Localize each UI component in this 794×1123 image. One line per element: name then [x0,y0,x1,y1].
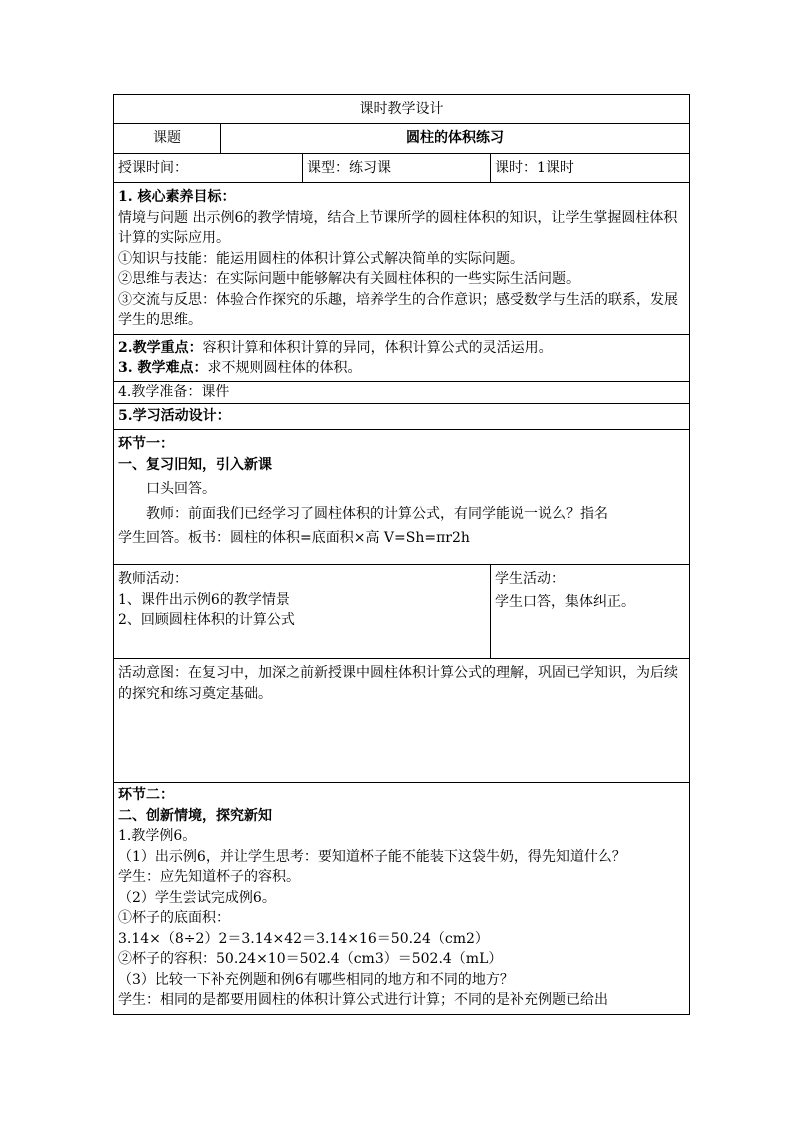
segment-2-l3: 学生：应先知道杯子的容积。 [118,869,300,885]
segment-1-row [114,430,690,565]
difficulty-text: 求不规则圆柱体的体积。 [207,360,362,376]
activities-row [114,565,690,659]
student-activity-cell [491,565,690,659]
intent-row [114,659,690,783]
segment-2-l5: ①杯子的底面积： [118,910,230,926]
goals-cell [114,183,690,335]
type-label: 课型：练习课 [303,154,491,183]
doc-title: 课时教学设计 [114,95,690,124]
goals-row [114,183,690,335]
segment-2-title: 环节二： [118,787,174,803]
segment-2-l1: 1.教学例6。 [118,828,197,844]
teacher-activity-cell [114,565,491,659]
topic-value: 圆柱的体积练习 [221,124,690,154]
segment-1-cell [114,430,690,565]
segment-1-heading: 一、复习旧知，引入新课 [118,456,272,473]
title-row [114,95,690,124]
info-row [114,154,690,183]
prep-cell: 4.教学准备：课件 [114,382,690,404]
student-activity-1: 学生口答，集体纠正。 [495,593,635,610]
segment-2-l8: （3）比较一下补充例题和例6有哪些相同的地方和不同的地方？ [118,971,514,988]
segment-1-p2a: 教师：前面我们已经学习了圆柱体积的计算公式，有同学能说一说么？指名 [146,505,608,522]
topic-label: 课题 [114,124,221,154]
key-points-row [114,335,690,382]
teacher-activity-label: 教师活动： [118,571,188,587]
goals-heading: 1. 核心素养目标： [118,189,236,205]
segment-2-l4: （2）学生尝试完成例6。 [118,889,276,906]
difficulty-label: 3. 教学难点： [118,360,208,376]
lesson-plan-table [113,94,690,1015]
hours-label: 课时：1课时 [491,154,690,183]
design-heading: 5.学习活动设计： [114,404,690,430]
segment-1-p2b: 学生回答。板书：圆柱的体积=底面积×高 V=Sh=πr2h [118,530,470,546]
segment-2-cell [114,783,690,1015]
goal-2: ②思维与表达：在实际问题中能够解决有关圆柱体积的一些实际生活问题。 [118,271,580,287]
segment-2-l9: 学生：相同的是都要用圆柱的体积计算公式进行计算；不同的是补充例题已给出 [118,992,608,1008]
intent-text: 活动意图：在复习中，加深之前新授课中圆柱体积计算公式的理解，巩固已学知识，为后续的探究和练习奠定基础。 [118,665,678,702]
segment-2-l6: 3.14×（8÷2）2＝3.14×42＝3.14×16＝50.24（cm2） [118,930,489,947]
segment-1-p1: 口头回答。 [146,481,216,497]
goal-1: ①知识与技能：能运用圆柱的体积计算公式解决简单的实际问题。 [118,250,524,267]
segment-1-title: 环节一： [118,436,174,452]
key-label: 2.教学重点： [118,339,203,356]
segment-2-row [114,783,690,1015]
time-label: 授课时间： [114,154,303,183]
segment-2-l7: ②杯子的容积：50.24×10＝502.4（cm3）＝502.4（mL） [118,951,503,967]
teacher-activity-1: 1、课件出示例6的教学情景 [118,591,290,608]
segment-2-l2: （1）出示例6，并让学生思考：要知道杯子能不能装下这袋牛奶，得先知道什么？ [118,848,626,865]
key-points-cell [114,335,690,382]
key-text: 容积计算和体积计算的异同，体积计算公式的灵活运用。 [202,339,553,356]
student-activity-label: 学生活动： [495,571,565,587]
teacher-activity-2: 2、回顾圆柱体积的计算公式 [118,612,295,628]
topic-row [114,124,690,154]
design-row [114,404,690,430]
segment-2-heading: 二、创新情境，探究新知 [118,807,272,824]
intent-cell [114,659,690,783]
goal-3: ③交流与反思：体验合作探究的乐趣，培养学生的合作意识；感受数学与生活的联系，发展学生的思维。 [118,291,678,328]
prep-row [114,382,690,404]
goals-intro: 情境与问题 出示例6的教学情境，结合上节课所学的圆柱体积的知识，让学生掌握圆柱体积计算的实际应用。 [118,209,678,246]
